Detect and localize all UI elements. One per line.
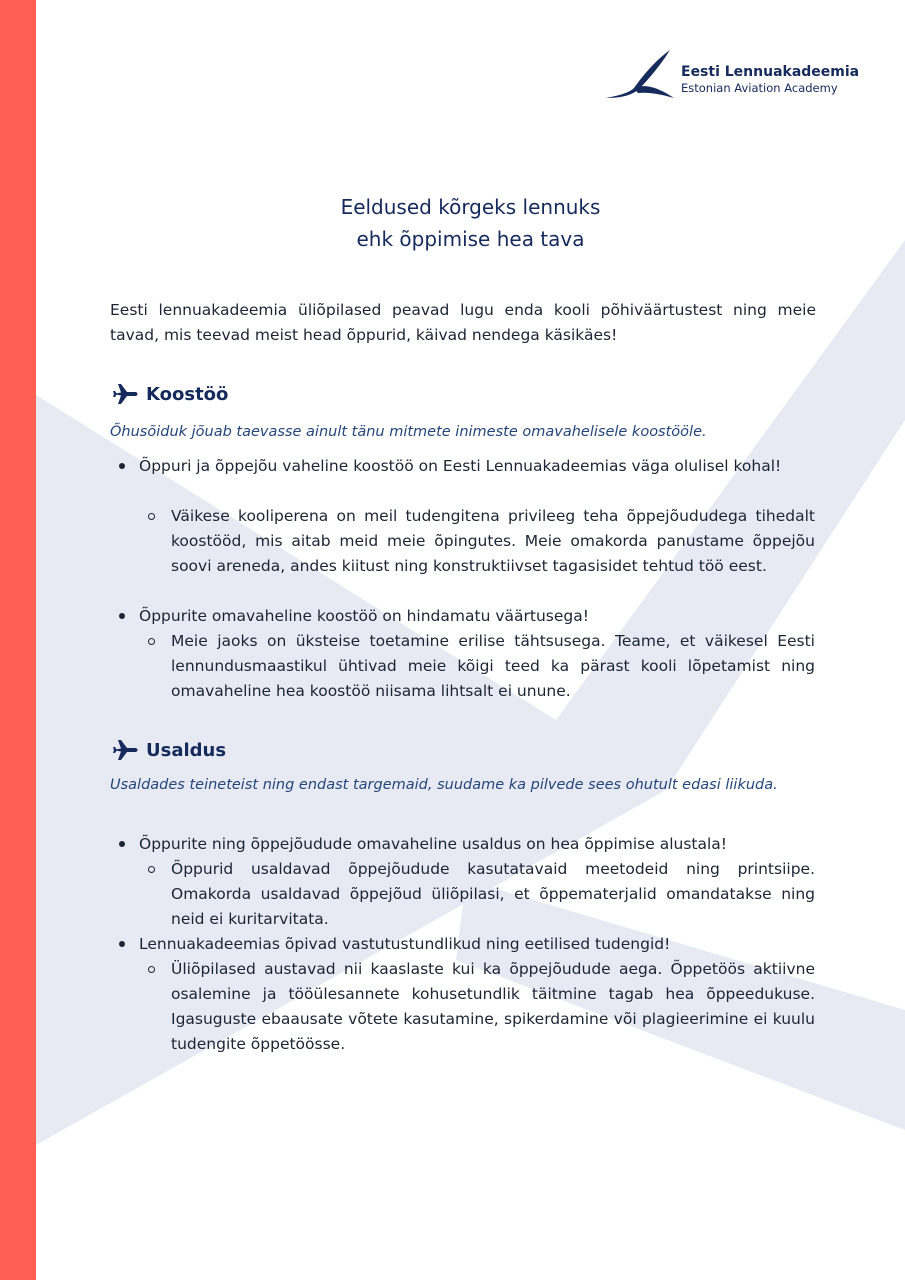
intro-paragraph: Eesti lennuakadeemia üliõpilased peavad lugu enda kooli põhiväärtustest ning meie tavad, mis teevad meist head õppurid, käivad nendega käsikäes! [110, 301, 816, 344]
logo-name: Eesti Lennuakadeemia [681, 64, 860, 80]
list-item: Õppuri ja õppejõu vaheline koostöö on Eesti Lennuakadeemias väga olulisel kohal! [139, 457, 782, 475]
sub-list-item: Õppurid usaldavad õppejõudude kasutatavaid meetodeid ning printsiipe. Omakorda usaldavad õppejõud üliõpilasi, et õppematerjalid omandatakse ning neid ei kuritarvitata. [171, 860, 815, 928]
section-motto: Õhusõiduk jõuab taevasse ainult tänu mitmete inimeste omavahelisele koostööle. [110, 424, 707, 440]
logo-subtitle: Estonian Aviation Academy [681, 81, 838, 95]
bird-logo-icon [604, 48, 676, 102]
bullet-ring-icon [148, 866, 155, 873]
bullet-ring-icon [148, 966, 155, 973]
section-heading-usaldus [112, 736, 226, 764]
list-item: Õppurite omavaheline koostöö on hindamatu väärtusega! [139, 607, 589, 625]
sub-list-item: Meie jaoks on üksteise toetamine erilise tähtsusega. Teame, et väikesel Eesti lennundusmaastikul ühtivad meie kõigi teed ka pärast kooli lõpetamist ning omavaheline hea koostöö niisama lihtsalt ei unune. [171, 632, 815, 700]
accent-side-bar [0, 0, 36, 1280]
bullet-dot-icon [119, 841, 125, 847]
page-title-line-2: ehk õppimise hea tava [356, 227, 585, 251]
section-title: Koostöö [146, 383, 229, 405]
bullet-ring-icon [148, 513, 155, 520]
section-title: Usaldus [146, 739, 227, 761]
section-motto: Usaldades teineteist ning endast targemaid, suudame ka pilvede sees ohutult edasi liikuda. [110, 777, 778, 793]
sub-list-item: Üliõpilased austavad nii kaaslaste kui ka õppejõudude aega. Õppetöös aktiivne osalemine ja tööülesannete kohusetundlik täitmine tagab hea õppeedukuse. Igasuguste ebaausate võtete kasutamine, spikerdamine või plagieerimine ei kuulu tudengite õppetöösse. [171, 960, 815, 1053]
bullet-dot-icon [119, 941, 125, 947]
sub-list-item: Väikese kooliperena on meil tudengitena privileeg teha õppejõududega tihedalt koostööd, mis aitab meid meie õpingutes. Meie omakorda panustame õppejõu soovi areneda, andes kiitust ning konstruktiivset tagasisidet tehtud töö eest. [171, 507, 815, 575]
bullet-dot-icon [119, 613, 125, 619]
section-heading-koostoo [112, 380, 228, 408]
bullet-dot-icon [119, 463, 125, 469]
bullet-ring-icon [148, 638, 155, 645]
airplane-icon [112, 383, 138, 405]
page-title-line-1: Eeldused kõrgeks lennuks [340, 195, 601, 219]
airplane-icon [112, 739, 138, 761]
list-item: Õppurite ning õppejõudude omavaheline usaldus on hea õppimise alustala! [139, 835, 728, 853]
academy-logo [604, 48, 864, 102]
list-item: Lennuakadeemias õpivad vastutustundlikud ning eetilised tudengid! [139, 935, 671, 953]
